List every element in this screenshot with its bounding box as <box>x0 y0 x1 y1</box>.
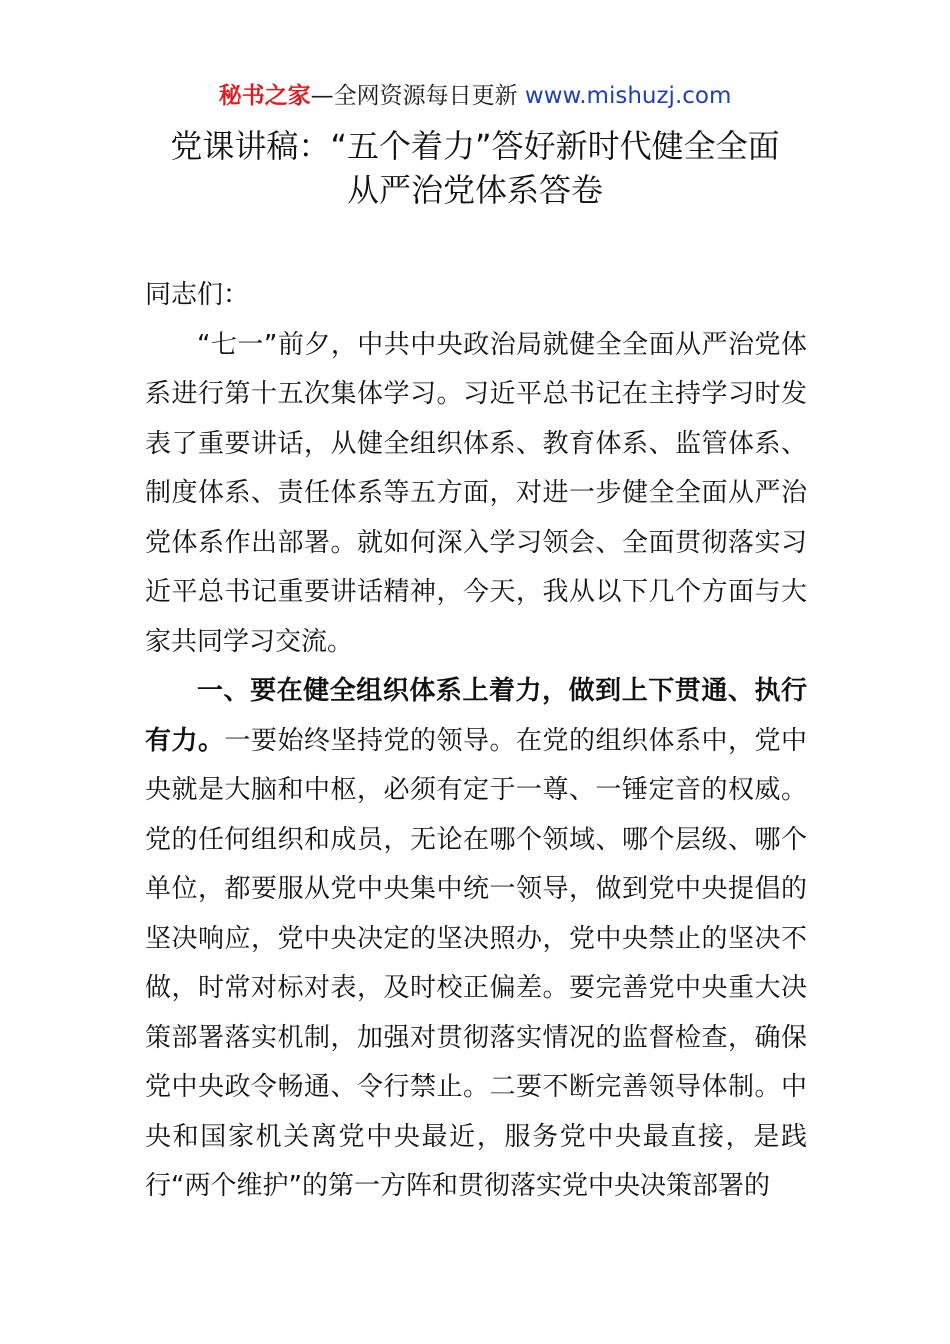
site-header <box>0 80 950 112</box>
site-url-link[interactable]: www.mishuzj.com <box>524 83 732 109</box>
document-title-line-1: 党课讲稿：“五个着力”答好新时代健全全面 <box>170 127 780 165</box>
site-tagline: —全网资源每日更新 <box>310 83 525 109</box>
section-1-heading: 一、要在健全组织体系上着力，做到上下贯通、执行有力。 <box>145 676 807 756</box>
document-title <box>140 124 810 212</box>
document-title-line-2: 从严治党体系答卷 <box>346 171 603 209</box>
section-1-text: 一要始终坚持党的领导。在党的组织体系中，党中央就是大脑和中枢，必须有定于一尊、一锤定音的权威。党的任何组织和成员，无论在哪个领域、哪个层级、哪个单位，都要服从党中央集中统一领导，做到党中央提倡的坚决响应，党中央决定的坚决照办，党中央禁止的坚决不做，时常对标对表，及时校正偏差。要完善党中央重大决策部署落实机制，加强对贯彻落实情况的监督检查，确保党中央政令畅通、令行禁止。二要不断完善领导体制。中央和国家机关离党中央最近，服务党中央最直接，是践行“两个维护”的第一方阵和贯彻落实党中央决策部署的 <box>145 725 807 1201</box>
paragraph-section-1 <box>145 667 807 1212</box>
salutation: 同志们： <box>145 280 250 310</box>
paragraph-intro: “七一”前夕，中共中央政治局就健全全面从严治党体系进行第十五次集体学习。习近平总书记在主持学习时发表了重要讲话，从健全组织体系、教育体系、监管体系、制度体系、责任体系等五方面，对进一步健全全面从严治党体系作出部署。就如何深入学习领会、全面贯彻落实习近平总书记重要讲话精神，今天，我从以下几个方面与大家共同学习交流。 <box>145 329 807 657</box>
document-body <box>145 271 807 1212</box>
site-brand: 秘书之家 <box>218 83 311 109</box>
